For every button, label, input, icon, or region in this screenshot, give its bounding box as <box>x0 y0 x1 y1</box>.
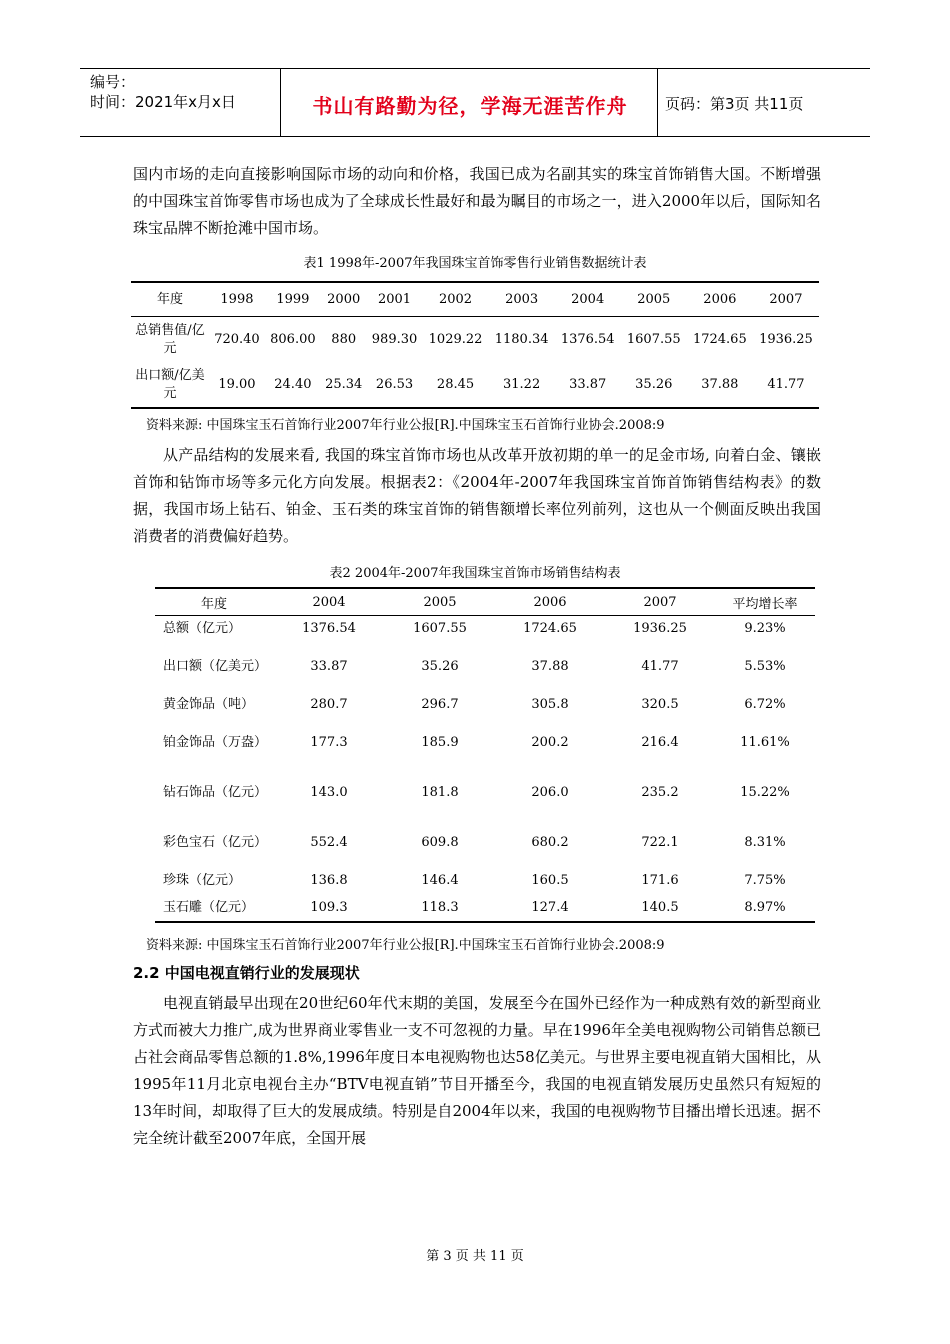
table2-row-label: 珍珠（亿元） <box>163 873 242 888</box>
table1-source: 资料来源: 中国珠宝玉石首饰行业2007年行业公报[R].中国珠宝玉石首饰行业协会.2008:9 <box>146 418 665 433</box>
table1-year: 1999 <box>265 282 321 317</box>
table2-cell: 8.97% <box>744 899 786 915</box>
table2-cell: 33.87 <box>310 659 348 674</box>
table2-cell: 235.2 <box>641 785 679 800</box>
table1-cell: 28.45 <box>436 377 475 392</box>
table1-header-label: 年度 <box>131 282 209 317</box>
table1-cell: 1724.65 <box>692 332 747 347</box>
table1-caption: 表1 1998年-2007年我国珠宝首饰零售行业销售数据统计表 <box>303 256 647 271</box>
table2-cell: 5.53% <box>744 659 786 674</box>
table2-cell: 160.5 <box>531 873 569 888</box>
header-top-rule <box>80 68 870 69</box>
table2-header-row <box>155 588 815 616</box>
table1-cell: 1180.34 <box>494 332 549 347</box>
table2-cell: 1724.65 <box>523 621 577 637</box>
table-row <box>155 692 815 718</box>
table1-cell: 26.53 <box>375 377 414 392</box>
table1-row-label: 总销售值/亿元 <box>135 322 205 356</box>
table2-cell: 296.7 <box>421 697 459 712</box>
intro-text: 国内市场的走向直接影响国际市场的动向和价格，我国已成为名副其实的珠宝首饰销售大国。不断增强的中国珠宝首饰零售市场也成为了全球成长性最好和最为瞩目的市场之一，进入2000年以后，国际知名珠宝品牌不断抢滩中国市场。 <box>133 165 821 237</box>
structure-text: 从产品结构的发展来看, 我国的珠宝首饰市场也从改革开放初期的单一的足金市场, 向着白金、镶嵌首饰和钻饰市场等多元化方向发展。根据表2：《2004年-2007年我国珠宝首饰首饰销售结构表》的数据，我国市场上钻石、铂金、玉石类的珠宝首饰的销售额增长率位列前列，这也从一个侧面反映出我国消费者的消费偏好趋势。 <box>133 446 821 545</box>
header-number: 编号： <box>90 73 136 91</box>
table2-cell: 146.4 <box>421 873 459 888</box>
table2-row-label: 出口额（亿美元） <box>163 659 268 674</box>
tv-direct-text: 电视直销最早出现在20世纪60年代末期的美国，发展至今在国外已经作为一种成熟有效的新型商业方式而被大力推广,成为世界商业零售业一支不可忽视的力量。早在1996年全美电视购物公司销售总额已占社会商品零售总额的1.8%,1996年度日本电视购物也达58亿美元。与世界主要电视直销大国相比，从1995年11月北京电视台主办“BTV电视直销”节目开播至今，我国的电视直销发展历史虽然只有短短的13年时间，却取得了巨大的发展成绩。特别是自2004年以来，我国的电视购物节目播出增长迅速。据不完全统计截至2007年底，全国开展 <box>133 994 821 1147</box>
table1-cell: 37.88 <box>701 377 739 392</box>
table1-cell: 25.34 <box>325 377 363 392</box>
table1-cell: 720.40 <box>214 332 260 347</box>
header-meta <box>90 72 236 112</box>
table2-header-cell: 2005 <box>385 588 495 616</box>
table-row <box>155 868 815 894</box>
table1-cell: 1936.25 <box>759 332 813 347</box>
table-row <box>155 642 815 692</box>
table2-cell: 280.7 <box>310 697 348 712</box>
table2-cell: 11.61% <box>740 735 790 750</box>
table2-cell: 722.1 <box>641 835 679 850</box>
table2-header-cell: 平均增长率 <box>715 588 815 616</box>
section-title: 2.2 中国电视直销行业的发展现状 <box>133 964 360 982</box>
table2-cell: 181.8 <box>421 785 459 800</box>
intro-paragraph <box>133 161 821 242</box>
page-footer: 第 3 页 共 11 页 <box>426 1249 524 1264</box>
table2-cell: 552.4 <box>310 835 348 850</box>
table1-year: 2004 <box>555 282 621 317</box>
table1-cell: 33.87 <box>569 377 607 392</box>
table2-caption: 表2 2004年-2007年我国珠宝首饰市场销售结构表 <box>329 566 621 581</box>
table1 <box>131 281 819 409</box>
table2-cell: 171.6 <box>641 873 679 888</box>
table2-cell: 136.8 <box>310 873 348 888</box>
table2-cell: 9.23% <box>744 621 786 637</box>
table2-cell: 177.3 <box>310 735 348 750</box>
table2-header-cell: 2004 <box>273 588 385 616</box>
table1-cell: 989.30 <box>371 332 418 347</box>
table2-header-cell: 2007 <box>605 588 715 616</box>
table-row <box>155 818 815 868</box>
table2-cell: 7.75% <box>744 873 786 888</box>
table-row <box>155 768 815 818</box>
table2-cell: 206.0 <box>531 785 569 800</box>
structure-paragraph <box>133 442 821 550</box>
table1-cell: 806.00 <box>270 332 316 347</box>
table-row <box>155 718 815 768</box>
table2-cell: 35.26 <box>421 659 459 674</box>
table2-cell: 609.8 <box>421 835 459 850</box>
header-date: 时间：2021年x月x日 <box>90 93 236 111</box>
table2-cell: 680.2 <box>531 835 569 850</box>
table2-cell: 118.3 <box>421 899 459 915</box>
table1-year: 2001 <box>367 282 423 317</box>
table2-cell: 140.5 <box>641 899 679 915</box>
table2-cell: 200.2 <box>531 735 569 750</box>
table1-year: 2000 <box>321 282 367 317</box>
table2-cell: 127.4 <box>531 899 569 915</box>
table2-row-label: 铂金饰品（万盎） <box>163 735 268 750</box>
table2-row-label: 钻石饰品（亿元） <box>163 785 268 800</box>
table2-row-label: 彩色宝石（亿元） <box>163 835 268 850</box>
table2-header-cell: 年度 <box>155 588 273 616</box>
table2-cell: 185.9 <box>421 735 459 750</box>
header-bottom-rule <box>80 136 870 137</box>
table2-header-cell: 2006 <box>495 588 605 616</box>
table-row <box>155 616 815 642</box>
table2-cell: 41.77 <box>641 659 679 674</box>
table2-cell: 1607.55 <box>413 621 467 637</box>
table2-row-label: 玉石雕（亿元） <box>163 899 255 915</box>
table-row <box>131 362 819 408</box>
table1-cell: 19.00 <box>218 377 256 392</box>
table1-row-label: 出口额/亿美元 <box>135 367 205 401</box>
table1-year: 2003 <box>489 282 555 317</box>
table1-year: 1998 <box>209 282 265 317</box>
table1-cell: 1029.22 <box>428 332 483 347</box>
table2 <box>155 587 815 923</box>
header-divider-right <box>657 68 658 136</box>
table2-cell: 15.22% <box>740 785 790 800</box>
table1-year: 2007 <box>753 282 819 317</box>
table-row <box>131 317 819 363</box>
header-motto: 书山有路勤为径，学海无涯苦作舟 <box>312 94 628 118</box>
table1-year: 2006 <box>687 282 753 317</box>
table1-cell: 35.26 <box>635 377 673 392</box>
table2-cell: 143.0 <box>310 785 348 800</box>
table1-cell: 1376.54 <box>560 332 615 347</box>
tv-direct-paragraph <box>133 990 821 1152</box>
table2-cell: 305.8 <box>531 697 569 712</box>
table2-cell: 1936.25 <box>633 621 687 637</box>
table1-cell: 41.77 <box>767 377 805 392</box>
table2-source: 资料来源: 中国珠宝玉石首饰行业2007年行业公报[R].中国珠宝玉石首饰行业协会.2008:9 <box>146 938 665 953</box>
table2-cell: 109.3 <box>310 899 348 915</box>
header-page-info: 页码：第3页 共11页 <box>665 95 804 113</box>
table2-cell: 37.88 <box>531 659 569 674</box>
header-divider-left <box>280 68 281 136</box>
table2-cell: 8.31% <box>744 835 786 850</box>
table1-cell: 31.22 <box>503 377 541 392</box>
table1-cell: 880 <box>331 332 357 347</box>
table2-cell: 6.72% <box>744 697 786 712</box>
table2-row-label: 总额（亿元） <box>163 621 242 637</box>
table2-cell: 1376.54 <box>302 621 356 637</box>
table1-cell: 1607.55 <box>626 332 681 347</box>
table1-header-row <box>131 282 819 317</box>
table1-year: 2002 <box>423 282 489 317</box>
table2-row-label: 黄金饰品（吨） <box>163 697 255 712</box>
table1-year: 2005 <box>621 282 687 317</box>
table2-cell: 320.5 <box>641 697 679 712</box>
table1-cell: 24.40 <box>274 377 312 392</box>
table2-cell: 216.4 <box>641 735 679 750</box>
table-row <box>155 894 815 922</box>
